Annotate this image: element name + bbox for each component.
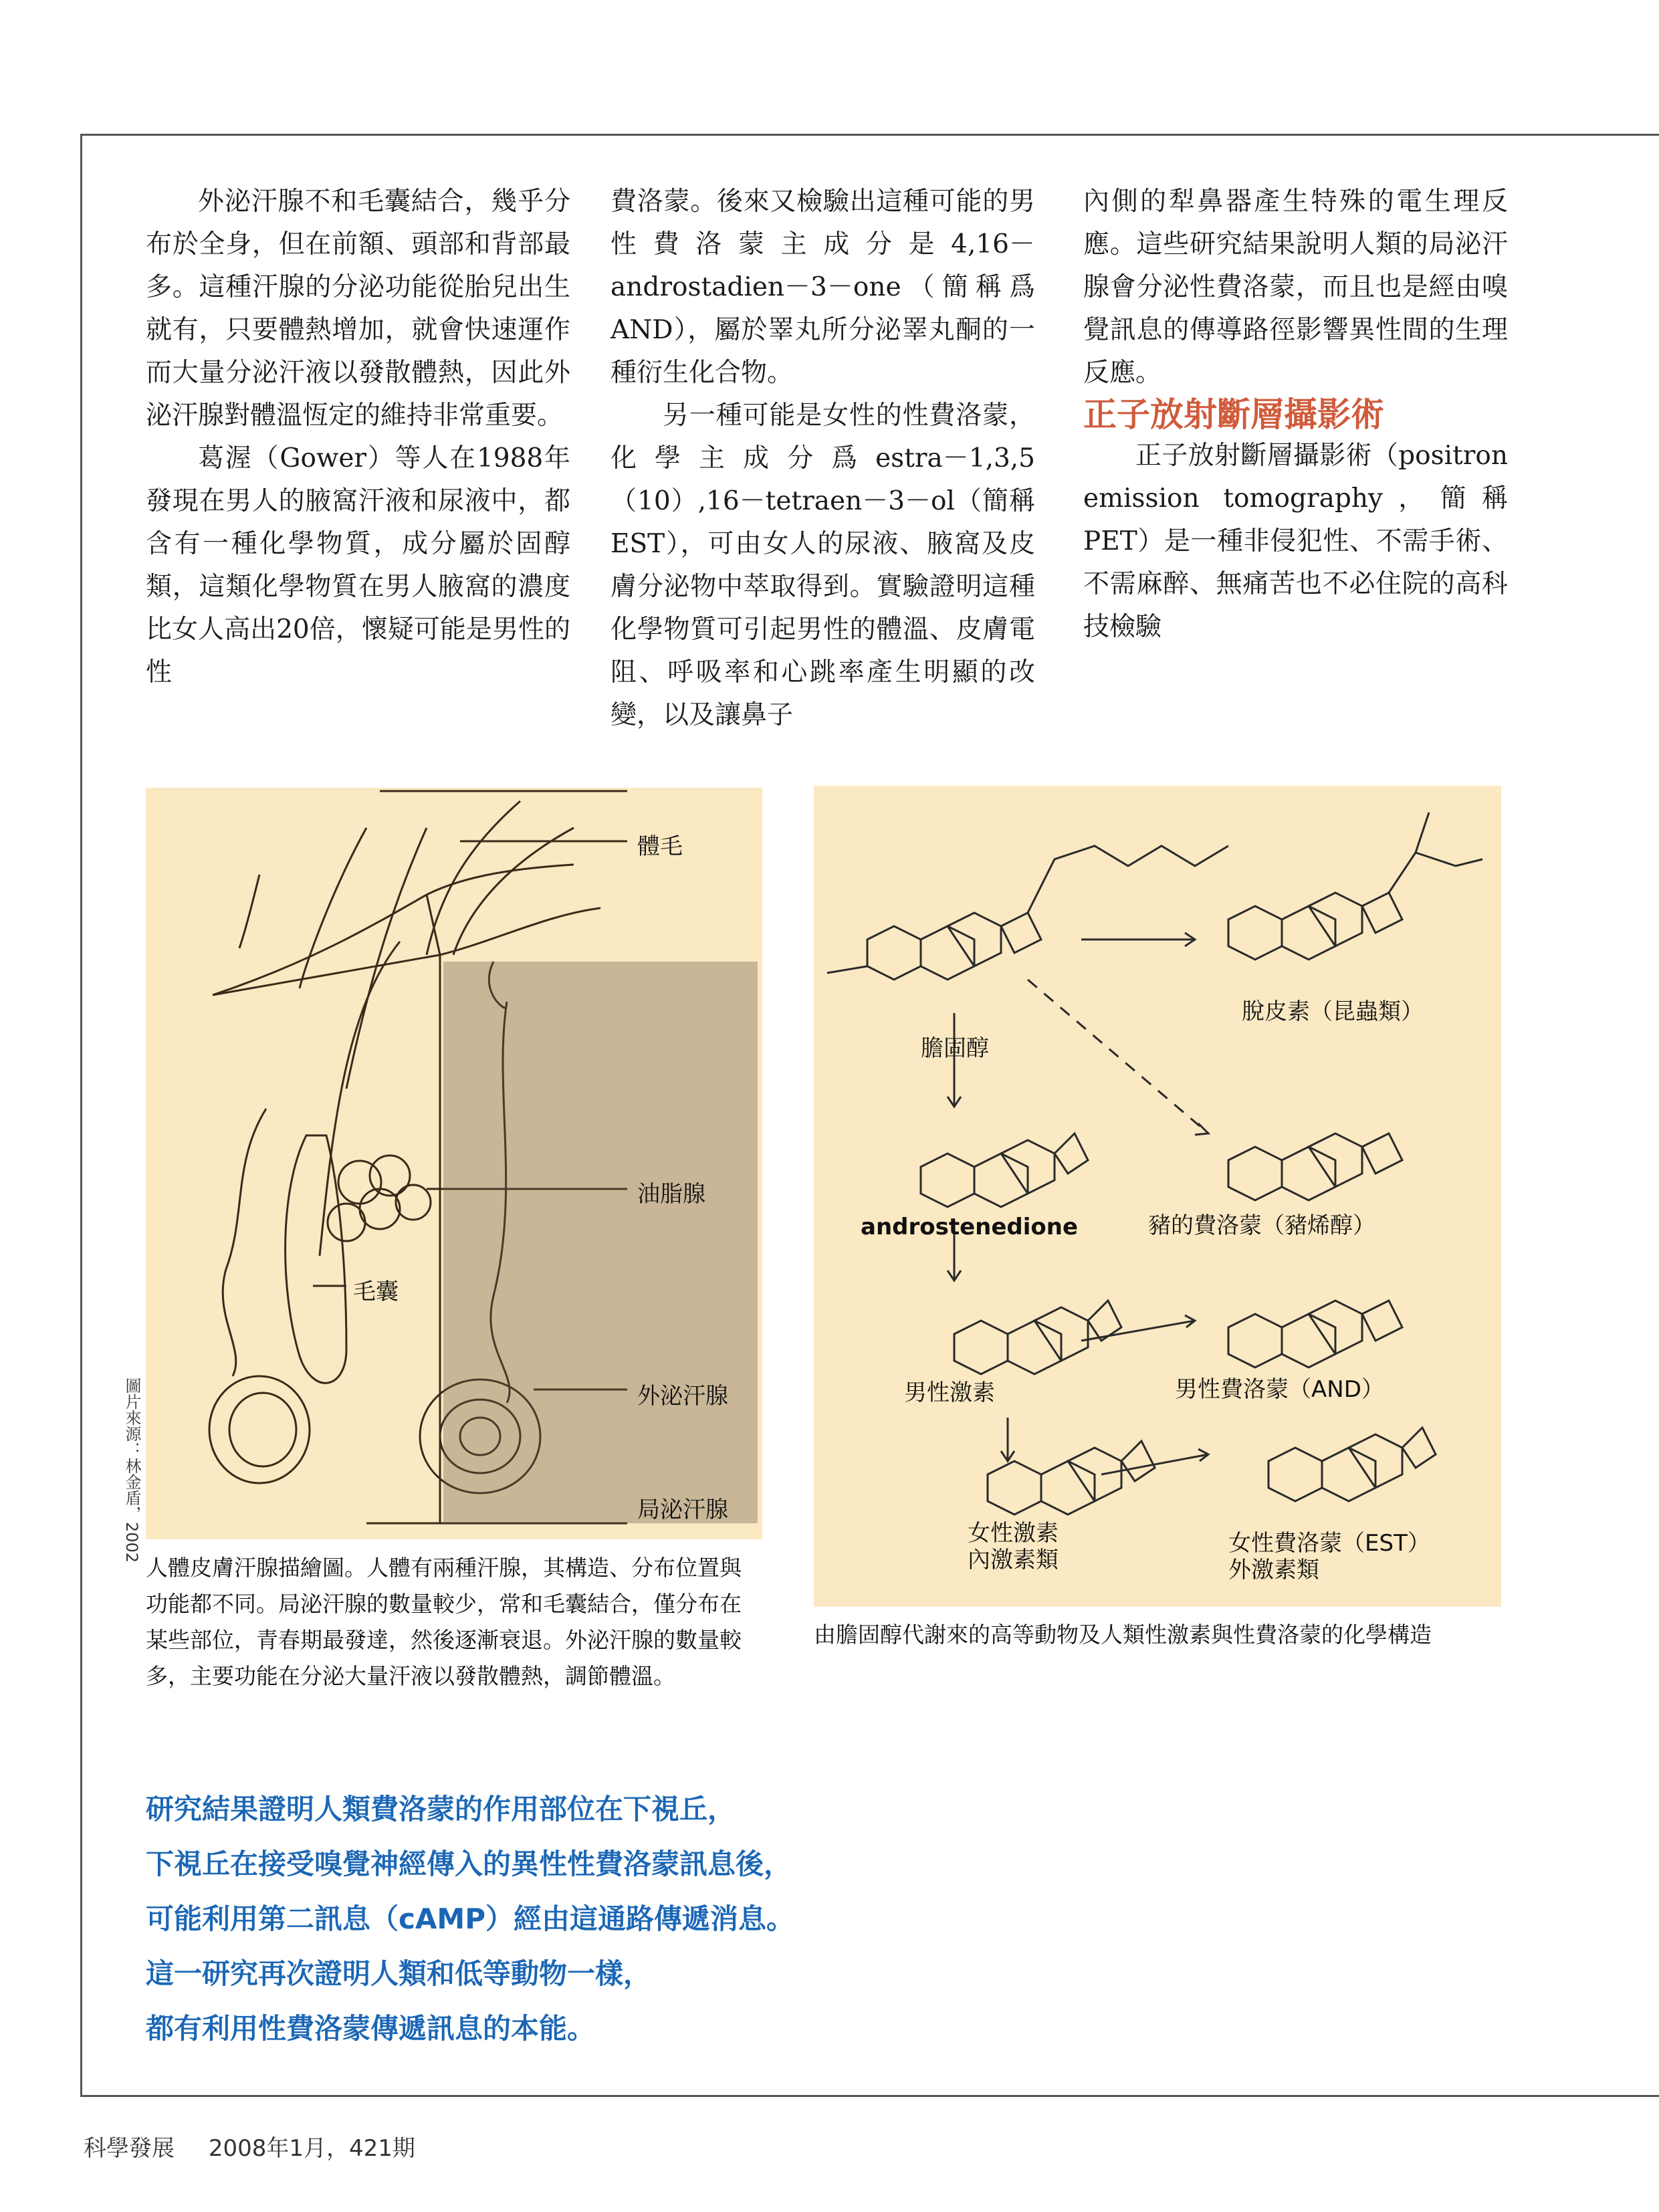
skin-gland-drawing: [146, 788, 762, 1539]
label-female-pheromone: 女性費洛蒙（EST）: [1228, 1530, 1430, 1557]
pull-quote-line: 下視丘在接受嗅覺神經傳入的異性性費洛蒙訊息後，: [146, 1848, 792, 1880]
image-credit: 圖片來源：林金盾，2002: [122, 1377, 141, 1563]
label-endocrine: 內激素類: [968, 1547, 1059, 1573]
steroid-pathway-diagram: [814, 786, 1501, 1607]
text-column-1: [146, 181, 570, 694]
issue-info: 2008年1月，421期: [208, 2135, 415, 2162]
paragraph: 正子放射斷層攝影術（positron emission tomography，簡稱PET）是一種非侵犯性、不需手術、不需麻醉、無痛苦也不必住院的高科技檢驗: [1083, 441, 1508, 642]
label-sebaceous-gland: 油脂腺: [637, 1181, 705, 1208]
text-column-2: [611, 181, 1035, 737]
paragraph: 另一種可能是女性的性費洛蒙，化學主成分爲estra－1,3,5（10）,16－tetraen－3－ol（簡稱EST），可由女人的尿液、腋窩及皮膚分泌物中萃取得到。實驗證明這種化學物質可引起男性的體溫、皮膚電阻、呼吸率和心跳率產生明顯的改變，以及讓鼻子: [611, 401, 1035, 730]
label-apocrine-gland: 局泌汗腺: [637, 1497, 728, 1523]
label-body-hair: 體毛: [637, 833, 683, 860]
label-male-pheromone: 男性費洛蒙（AND）: [1175, 1376, 1384, 1403]
pull-quote-line: 都有利用性費洛蒙傳遞訊息的本能。: [146, 2012, 596, 2045]
paragraph: 費洛蒙。後來又檢驗出這種可能的男性費洛蒙主成分是4,16－androstadien－3－one（簡稱爲AND），屬於睪丸所分泌睪丸酮的一種衍生化合物。: [611, 187, 1035, 388]
pull-quote-line: 研究結果證明人類費洛蒙的作用部位在下視丘，: [146, 1793, 736, 1826]
label-female-hormone: 女性激素: [968, 1520, 1059, 1547]
label-androstenedione: androstenedione: [861, 1214, 1079, 1240]
steroid-structures-drawing: [814, 786, 1501, 1607]
label-ecdysone: 脫皮素（昆蟲類）: [1242, 998, 1424, 1025]
skin-gland-illustration: [146, 788, 762, 1539]
label-boar-pheromone: 豬的費洛蒙（豬烯醇）: [1148, 1212, 1375, 1239]
pull-quote-line: 可能利用第二訊息（cAMP）經由這通路傳遞消息。: [146, 1902, 794, 1935]
page-footer: [84, 2130, 442, 2163]
pull-quote: [146, 1782, 794, 2056]
section-heading: 正子放射斷層攝影術: [1083, 395, 1384, 434]
label-eccrine-gland: 外泌汗腺: [637, 1383, 728, 1410]
label-hair-follicle: 毛囊: [353, 1279, 399, 1305]
paragraph: 內側的犁鼻器產生特殊的電生理反應。這些研究結果說明人類的局泌汗腺會分泌性費洛蒙，而且也是經由嗅覺訊息的傳導路徑影響異性間的生理反應。: [1083, 187, 1508, 388]
journal-name: 科學發展: [84, 2135, 175, 2162]
label-male-hormone: 男性激素: [904, 1379, 995, 1406]
paragraph: 葛渥（Gower）等人在1988年發現在男人的腋窩汗液和尿液中，都含有一種化學物質，成分屬於固醇類，這類化學物質在男人腋窩的濃度比女人高出20倍，懷疑可能是男性的性: [146, 443, 570, 687]
label-cholesterol: 膽固醇: [921, 1035, 989, 1062]
pull-quote-line: 這一研究再次證明人類和低等動物一樣，: [146, 1957, 652, 1990]
figure-caption-1: 人體皮膚汗腺描繪圖。人體有兩種汗腺，其構造、分布位置與功能都不同。局泌汗腺的數量較少，常和毛囊結合，僅分布在某些部位，青春期最發達，然後逐漸衰退。外泌汗腺的數量較多，主要功能在分泌大量汗液以發散體熱，調節體溫。: [146, 1555, 742, 1689]
text-column-3: [1083, 181, 1508, 649]
label-exocrine: 外激素類: [1228, 1557, 1319, 1583]
figure-caption-2: 由膽固醇代謝來的高等動物及人類性激素與性費洛蒙的化學構造: [814, 1622, 1432, 1648]
paragraph: 外泌汗腺不和毛囊結合，幾乎分布於全身，但在前額、頭部和背部最多。這種汗腺的分泌功能從胎兒出生就有，只要體熱增加，就會快速運作而大量分泌汗液以發散體熱，因此外泌汗腺對體溫恆定的維持非常重要。: [146, 187, 570, 431]
